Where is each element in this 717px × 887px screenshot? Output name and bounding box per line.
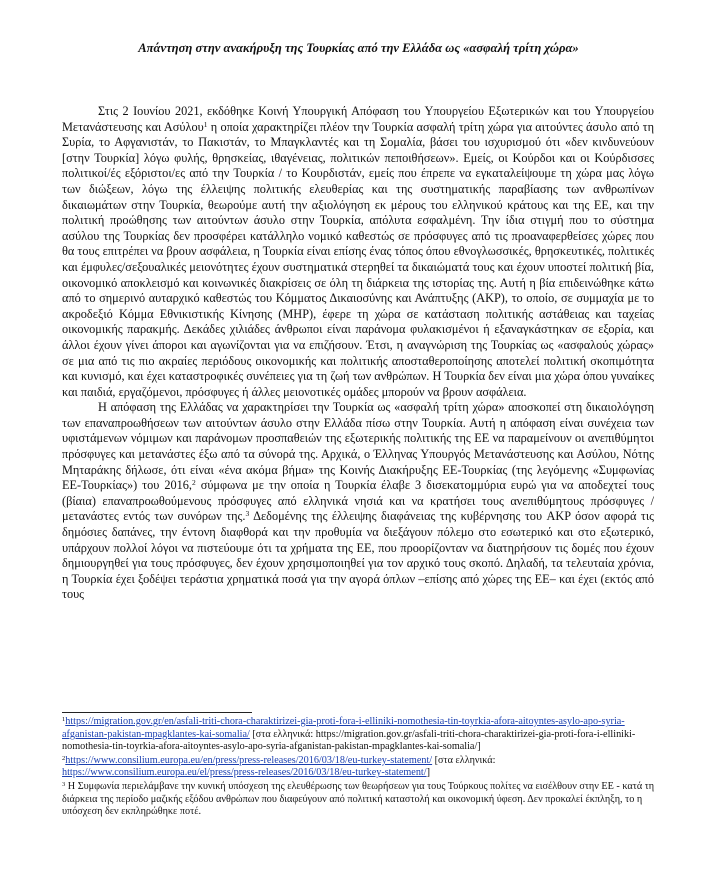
paragraph-1-text-a: Στις 2 Ιουνίου 2021, εκδόθηκε Κοινή Υπουργική Απόφαση του Υπουργείου Εξωτερικών και του Υπουργείου Μετανάστευσης και Ασύλου: [62, 104, 654, 134]
footnote-ref-2: 2: [191, 478, 196, 488]
paragraph-1-text-b: η οποία χαρακτηρίζει πλέον την Τουρκία ασφαλή τρίτη χώρα για αιτούντες άσυλο από τη Συρία, το Αφγανιστάν, το Πακιστάν, το Μπαγκλαντές και τη Σομαλία, βάσει του ισχυρισμού ότι «δεν κινδυνεύουν [στην Τουρκία] λόγω φυλής, θρησκείας, ιθαγένειας, πολιτικών πεποιθήσεων». Εμείς, οι Κούρδοι και οι Κούρδισσες πολιτικοί/ές εξόριστοι/ες από την Τουρκία / το Κουρδιστάν, εμείς που έπρεπε να εγκαταλείψουμε τη χώρα μας λόγω των διώξεων, λόγω της έλλειψης πολιτικής ελευθερίας και της συστηματικής παραβίασης των ανθρωπίνων δικαιωμάτων στην Τουρκία, θεωρούμε αυτή την αξιολόγηση εκ μέρους του ελληνικού κράτους και της ΕΕ, και την πολιτική προώθησης των αιτούντων άσυλο στην Τουρκία, απόλυτα εσφαλμένη. Την ίδια στιγμή που το σύστημα ασύλου της Τουρκίας δεν προσφέρει κατάλληλο νομικό καθεστώς σε πρόσφυγες από τις προαναφερθείσες χώρες που θα τους επιτρέπει να βρουν ασφάλεια, η Τουρκία είναι επίσης ένας τόπος όπου εθνογλωσσικές, θρησκευτικές, πολιτικές και έμφυλες/σεξουαλικές μειονότητες έχουν συστηματικά στερηθεί τα δικαιώματά τους και έχουν υποστεί πολιτική βία, οικονομικό αποκλεισμό και κοινωνικές διακρίσεις σε όλη τη διάρκεια της ιστορίας της. Αυτή η βία επιδεινώθηκε κάτω από το σημερινό αυταρχικό καθεστώς του Κόμματος Δικαιοσύνης και Ανάπτυξης (AKP), το οποίο, σε συμμαχία με το ακροδεξιό Κόμμα Εθνικιστικής Κίνησης (MHP), έφερε τη χώρα σε κατάσταση πολιτικής αστάθειας και ταχείας οικονομικής παρακμής. Δεκάδες χιλιάδες άνθρωποι είναι παράνομα φυλακισμένοι ή εξαναγκάστηκαν σε εξορία, και άλλοι έχουν γίνει άποροι και αγωνίζονται για να επιζήσουν. Έτσι, η αναγνώριση της Τουρκίας ως «ασφαλούς χώρας» σε μια από τις πιο ακραίες περιόδους οικονομικής και πολιτικής αποσταθεροποίησης αποτελεί πολιτική σκοπιμότητα και κυνισμό, και έχει καταστροφικές συνέπειες για τη ζωή των ανθρώπων. Η Τουρκία δεν είναι μια χώρα όπου γυναίκες και παιδιά, εργαζόμενοι, πρόσφυγες ή άλλες μειονοτικές ομάδες μπορούν να βρουν ασφάλεια.: [62, 119, 655, 399]
paragraph-1: [62, 104, 654, 400]
footnote-1-text: [στα ελληνικά: https://migration.gov.gr/asfali-triti-chora-charaktirizei-gia-proti-fora-i-elliniki-nomothesia-tin-toyrkia-afora-aitoyntes-asylo-apo-syria-afganistan-pakistan-mpagklantes-kai-somalia/]: [62, 728, 636, 753]
footnote-1: [62, 716, 656, 754]
paragraph-2: [62, 400, 654, 603]
footnote-3-text: Η Συμφωνία περιελάμβανε την κυνική υπόσχεση της ελευθέρωσης των θεωρήσεων για τους Τούρκους πολίτες να εισέλθουν στην ΕΕ - κατά τη διάρκεια της περίοδο μαζικής εξόδου ανθρώπων που διαφεύγουν από πολιτική καταστολή και οικονομική ύφεση. Δεν προκαλεί έκπληξη, το η υπόσχεση δεν εκπληρώθηκε ποτέ.: [62, 780, 655, 818]
footnote-ref-1: 1: [203, 119, 208, 129]
footnote-3: [62, 781, 656, 819]
footnote-2-number: 2: [62, 754, 66, 762]
footnote-2-text-mid: [στα ελληνικά:: [432, 754, 496, 766]
footnote-separator: [62, 712, 252, 713]
footnote-ref-3: 3: [245, 509, 250, 519]
footnote-2-link[interactable]: https://www.consilium.europa.eu/en/press/press-releases/2016/03/18/eu-turkey-statement/: [65, 754, 433, 766]
footnote-1-link[interactable]: https://migration.gov.gr/en/asfali-triti-chora-charaktirizei-gia-proti-fora-i-elliniki-nomothesia-tin-toyrkia-afora-aitoyntes-asylo-apo-syria-afganistan-pakistan-mpagklantes-kai-somalia/: [62, 716, 625, 740]
footnote-2-text-end: ]: [426, 767, 430, 779]
paragraph-2-text-c: Δεδομένης της έλλειψης διαφάνειας της κυβέρνησης του AKP όσον αφορά τις δημόσιες δαπάνες, την έντονη διαφθορά και την προθυμία να διεξάγουν πόλεμο στο εσωτερικό και στο εξωτερικό, υπάρχουν πολλοί λόγοι να πιστεύουμε ότι τα χρήματα της ΕΕ, που προορίζονταν να διατηρήσουν τις δομές που έχουν δημιουργηθεί για τους πρόσφυγες, δεν έχουν χρησιμοποιηθεί για τον αρχικό τους σκοπό. Δηλαδή, τα τελευταία χρόνια, η Τουρκία έχει ξοδέψει τεράστια χρηματικά ποσά για την αγορά όπλων –επίσης από χώρες της ΕΕ– και έχει (εκτός από τους: [62, 509, 654, 602]
footnote-3-number: 3: [62, 780, 66, 788]
paragraph-2-text-b: σύμφωνα με την οποία η Τουρκία έλαβε 3 δισεκατομμύρια ευρώ για να αποδεχτεί τους (βίαια) επαναπροωθούμενους πρόσφυγες από ελληνικά νησιά και να κρατήσει τους ανεπιθύμητους πρόσφυγες / μετανάστες εντός των συνόρων της.: [62, 478, 654, 524]
paragraph-2-text-a: Η απόφαση της Ελλάδας να χαρακτηρίσει την Τουρκία ως «ασφαλή τρίτη χώρα» αποσκοπεί στη δικαιολόγηση των επαναπροωθήσεων των αιτούντων άσυλο στην Ελλάδα πίσω στην Τουρκία. Αυτή η απόφαση είναι συνέχεια των υφιστάμενων νόμιμων και παράνομων προσπαθειών της εξωτερικής πολιτικής της ΕΕ να παραμείνουν οι ανεπιθύμητοι πρόσφυγες και μετανάστες έξω από τα σύνορά της. Αρχικά, ο Έλληνας Υπουργός Μετανάστευσης και Ασύλου, Νότης Μηταράκης δήλωσε, ότι είναι «ένα ακόμα βήμα» της Κοινής Διακήρυξης ΕΕ-Τουρκίας (της λεγόμενης «Συμφωνίας ΕΕ-Τουρκίας») του 2016,: [62, 400, 654, 493]
document-title: Απάντηση στην ανακήρυξη της Τουρκίας από την Ελλάδα ως «ασφαλή τρίτη χώρα»: [138, 41, 579, 55]
footnote-2-link-greek[interactable]: https://www.consilium.europa.eu/el/press/press-releases/2016/03/18/eu-turkey-statement/: [62, 767, 427, 779]
footnote-1-number: 1: [62, 716, 66, 723]
footnote-2: [62, 755, 656, 780]
footnotes: [62, 716, 656, 820]
document-body: [62, 104, 654, 603]
